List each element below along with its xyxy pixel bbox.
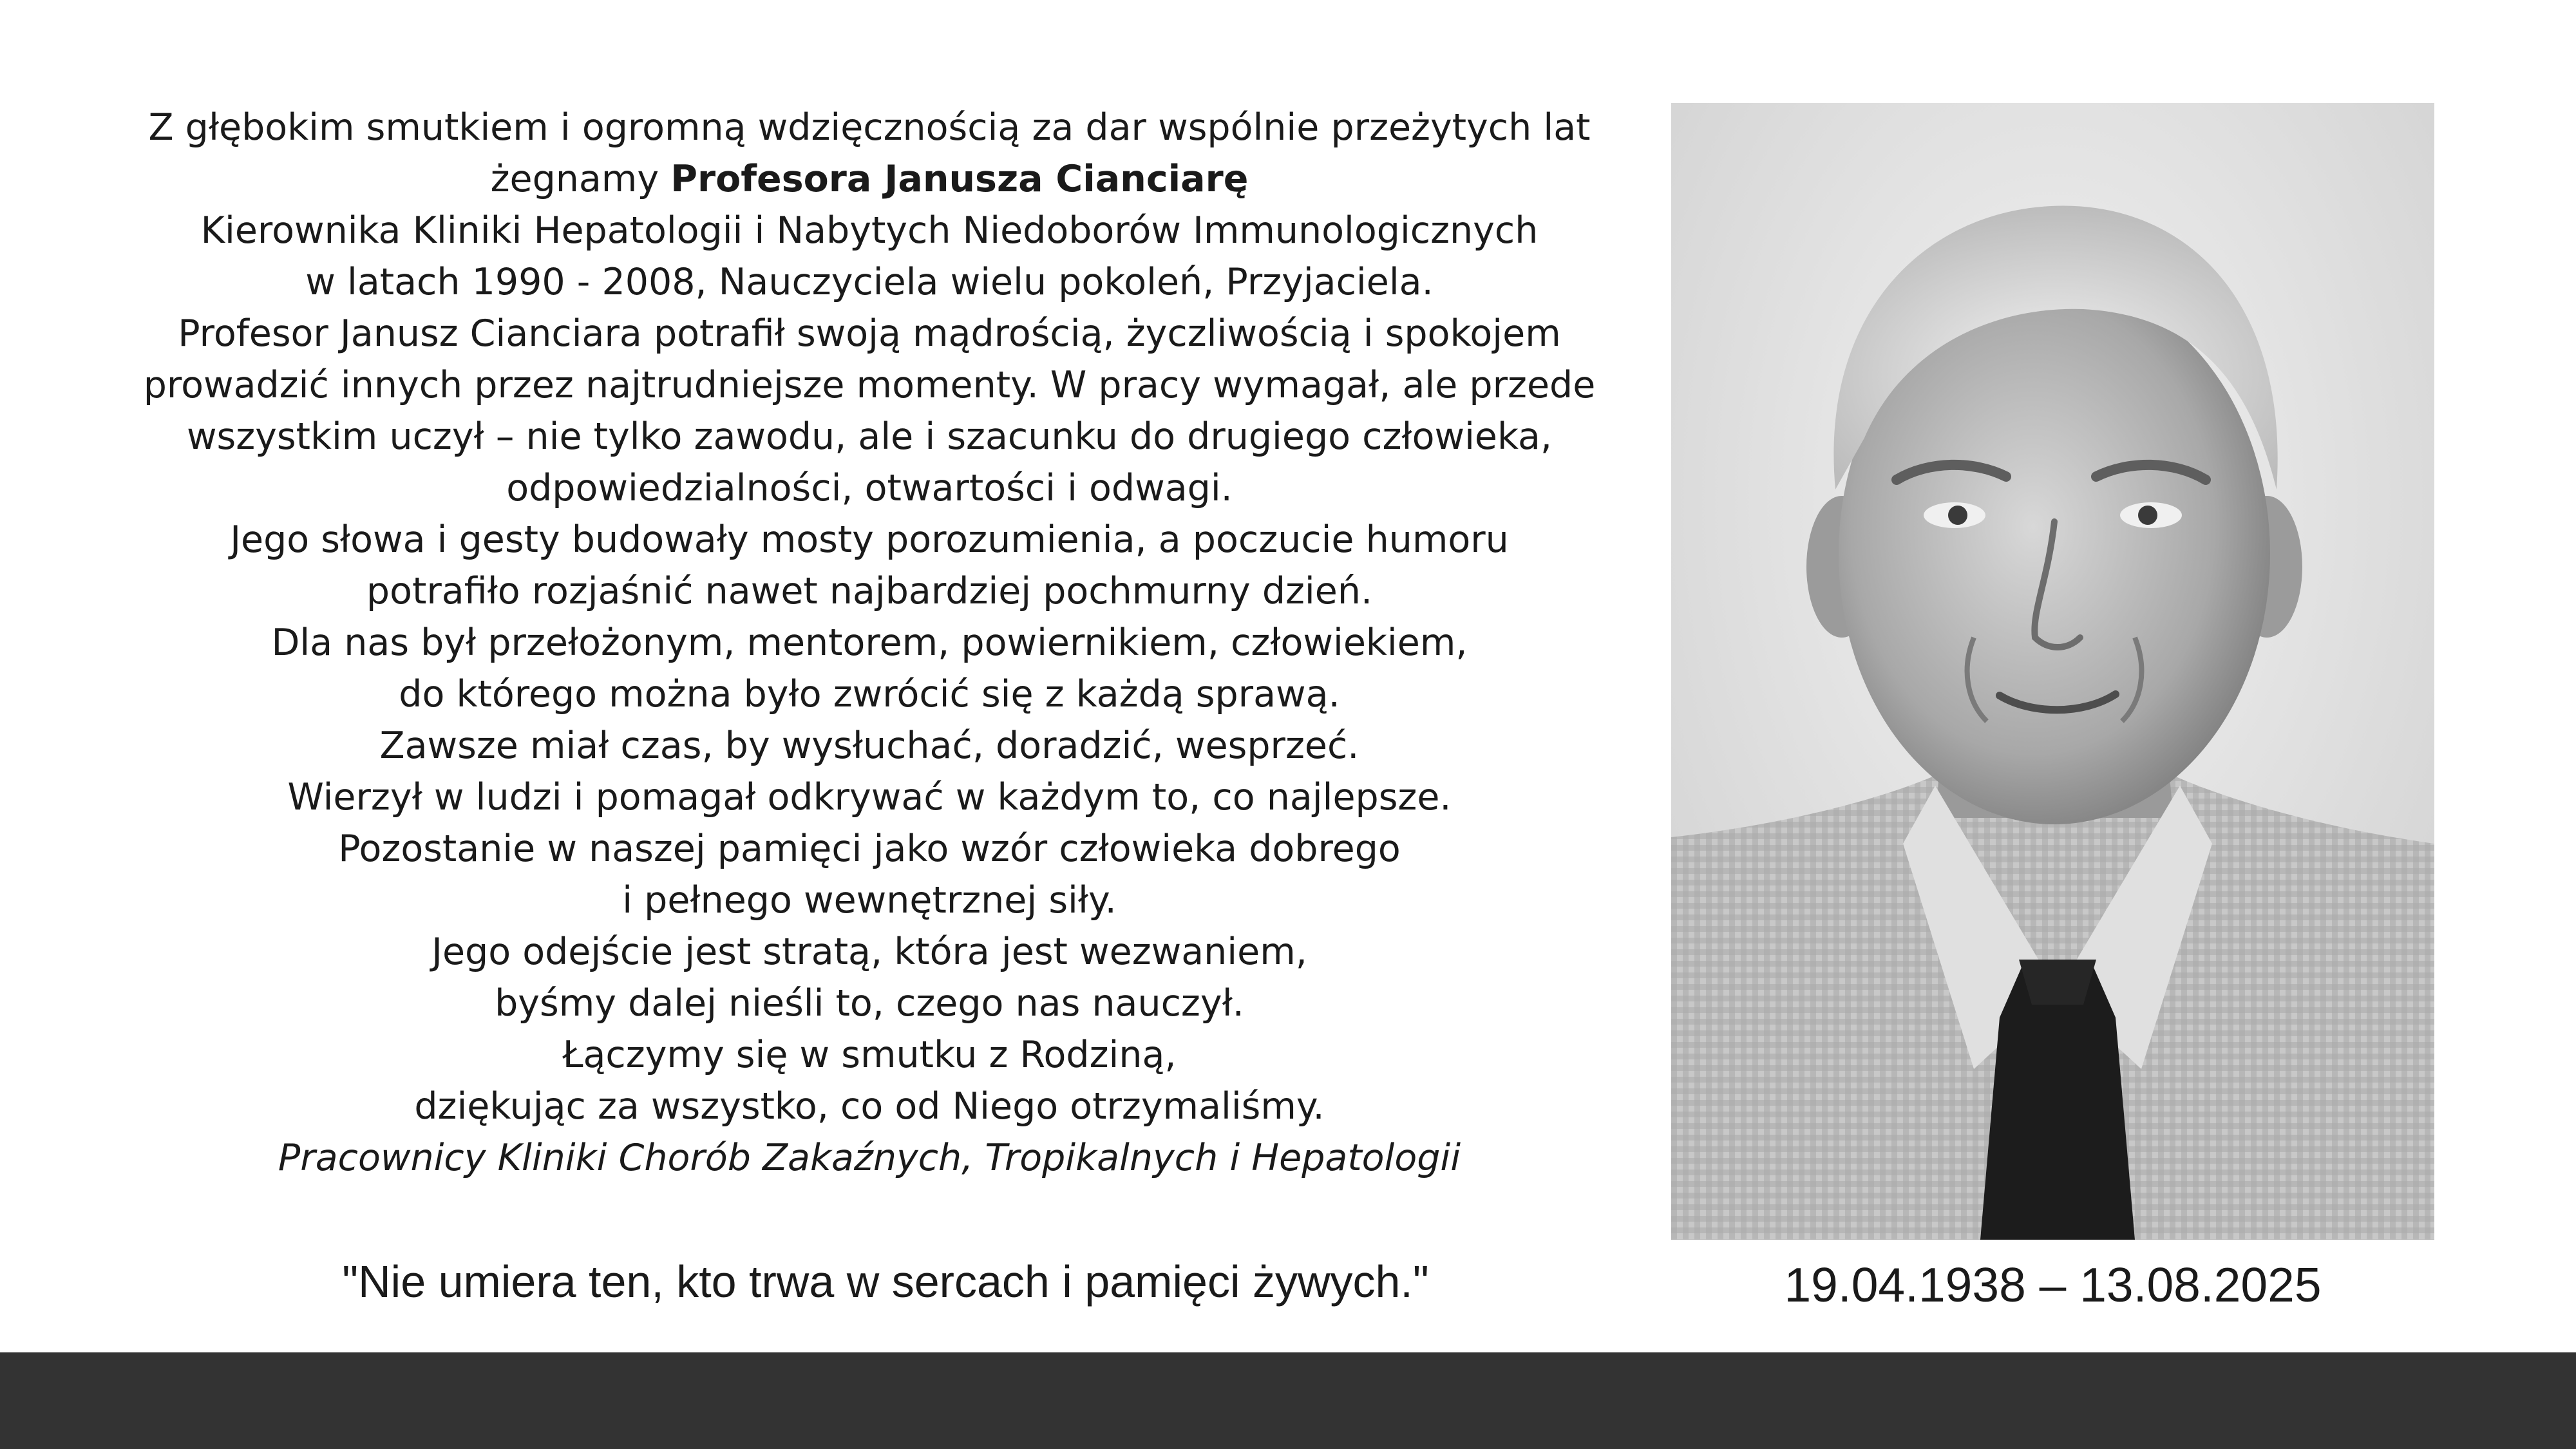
portrait-illustration bbox=[1671, 103, 2434, 1240]
obituary-text bbox=[97, 102, 1642, 1184]
obituary-line: do którego można było zwrócić się z każdą sprawą. bbox=[399, 673, 1340, 715]
obituary-signature: Pracownicy Kliniki Chorób Zakaźnych, Tropikalnych i Hepatologii bbox=[278, 1137, 1461, 1179]
memorial-quote: "Nie umiera ten, kto trwa w sercach i pamięci żywych." bbox=[342, 1256, 1429, 1307]
obituary-line: odpowiedzialności, otwartości i odwagi. bbox=[506, 467, 1233, 509]
obituary-line: prowadzić innych przez najtrudniejsze momenty. W pracy wymagał, ale przede bbox=[143, 364, 1596, 406]
obituary-line: Pozostanie w naszej pamięci jako wzór człowieka dobrego bbox=[338, 828, 1401, 870]
obituary-line: i pełnego wewnętrznej siły. bbox=[622, 879, 1117, 922]
obituary-line: dziękując za wszystko, co od Niego otrzymaliśmy. bbox=[414, 1085, 1325, 1128]
professor-name: Profesora Janusza Cianciarę bbox=[670, 158, 1249, 200]
obituary-line: potrafiło rozjaśnić nawet najbardziej pochmurny dzień. bbox=[366, 570, 1373, 612]
obituary-line: Zawsze miał czas, by wysłuchać, doradzić, wesprzeć. bbox=[379, 724, 1359, 767]
obituary-line-prefix: żegnamy bbox=[490, 158, 671, 200]
obituary-line: byśmy dalej nieśli to, czego nas nauczył. bbox=[495, 982, 1244, 1025]
obituary-line: Jego słowa i gesty budowały mosty porozumienia, a poczucie humoru bbox=[230, 518, 1509, 561]
obituary-line: Wierzył w ludzi i pomagał odkrywać w każdym to, co najlepsze. bbox=[287, 776, 1452, 819]
footer-bar bbox=[0, 1352, 2576, 1449]
obituary-line: wszystkim uczył – nie tylko zawodu, ale i szacunku do drugiego człowieka, bbox=[186, 415, 1553, 458]
obituary-line: Łączymy się w smutku z Rodziną, bbox=[562, 1034, 1177, 1076]
obituary-line bbox=[97, 153, 1642, 205]
portrait-photo bbox=[1671, 103, 2434, 1240]
obituary-line: Jego odejście jest stratą, która jest wezwaniem, bbox=[431, 931, 1307, 973]
obituary-line: Z głębokim smutkiem i ogromną wdzięcznością za dar wspólnie przeżytych lat bbox=[148, 106, 1591, 149]
life-dates: 19.04.1938 – 13.08.2025 bbox=[1784, 1258, 2322, 1312]
obituary-line: Kierownika Kliniki Hepatologii i Nabytych Niedoborów Immunologicznych bbox=[200, 209, 1539, 252]
obituary-line: Dla nas był przełożonym, mentorem, powiernikiem, człowiekiem, bbox=[271, 621, 1468, 664]
obituary-line: w latach 1990 - 2008, Nauczyciela wielu pokoleń, Przyjaciela. bbox=[305, 261, 1434, 303]
obituary-line: Profesor Janusz Cianciara potrafił swoją mądrością, życzliwością i spokojem bbox=[178, 312, 1561, 355]
